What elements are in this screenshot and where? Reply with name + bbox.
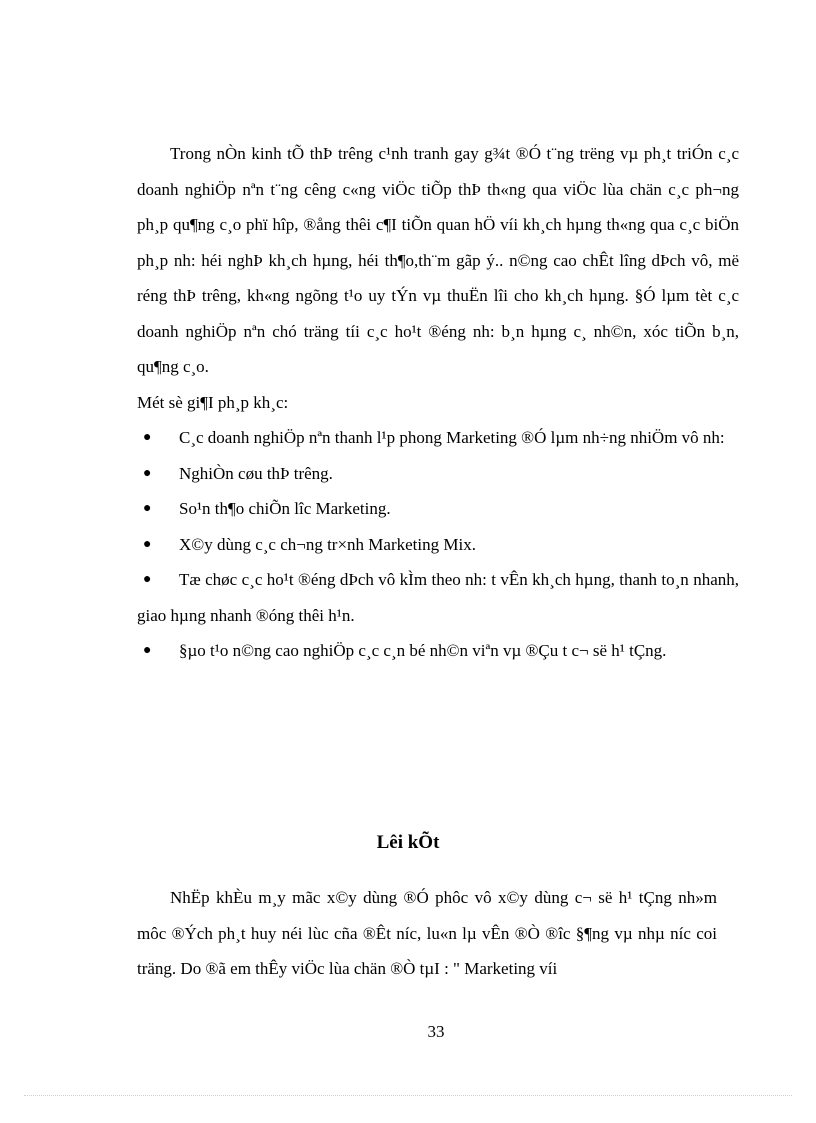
list-item xyxy=(137,456,739,492)
solutions-list xyxy=(137,420,739,669)
list-item-text: NghiÒn cøu thÞ trêng. xyxy=(179,463,333,483)
list-item-text: C¸c doanh nghiÖp nªn thanh l¹p phong Marketing ®Ó lµm nh÷ng nhiÖm vô nh: xyxy=(179,428,725,447)
body-text xyxy=(137,136,739,669)
conclusion-title: Lêi kÕt xyxy=(376,832,440,853)
list-item-text: X©y dùng c¸c ch¬ng tr×nh Marketing Mix. xyxy=(179,534,476,554)
list-item-text: So¹n th¶o chiÕn lîc Marketing. xyxy=(179,499,391,518)
bullet-icon: ● xyxy=(143,536,152,552)
list-item xyxy=(137,491,739,527)
paragraph-main: Trong nÒn kinh tÕ thÞ trêng c¹nh tranh gay g¾t ®Ó t¨ng trëng vµ ph¸t triÓn c¸c doanh nghiÖp nªn t¨ng cêng c«ng viÖc tiÕp thÞ th«ng qua viÖc lùa chän c¸c ph¬ng ph¸p qu¶ng c¸o phï hîp, ®ång thêi c¶I tiÕn quan hÖ víi kh¸ch hµng th«ng qua c¸c biÖn ph¸p nh: héi nghÞ kh¸ch hµng, héi th¶o,th¨m gãp ý.. n©ng cao chÊt lîng dÞch vô, më réng thÞ trêng, kh«ng ngõng t¹o uy tÝn vµ thuËn lîi cho kh¸ch hµng. §Ó lµm tèt c¸c doanh nghiÖp nªn chó träng tíi c¸c ho¹t ®éng nh: b¸n hµng c¸ nh©n, xóc tiÕn b¸n, qu¶ng c¸o. xyxy=(137,144,739,376)
list-item-text: §µo t¹o n©ng cao nghiÖp c¸c c¸n bé nh©n viªn vµ ®Çu t c¬ së h¹ tÇng. xyxy=(179,641,667,660)
bullet-icon: ● xyxy=(143,643,152,658)
bullet-icon: ● xyxy=(143,430,152,445)
list-item xyxy=(137,562,739,633)
bullet-icon: ● xyxy=(143,572,152,587)
conclusion-paragraph: NhËp khÈu m¸y mãc x©y dùng ®Ó phôc vô x©y dùng c¬ së h¹ tÇng nh»m môc ®Ých ph¸t huy néi lùc cña ®Êt níc, lu«n lµ vÊn ®Ò ®îc §¶ng vµ nhµ níc coi träng. Do ®ã em thÊy viÖc lùa chän ®Ò tµI : " Marketing víi xyxy=(137,888,717,978)
bullet-icon: ● xyxy=(143,501,152,516)
list-item xyxy=(137,527,739,563)
page-bottom-divider xyxy=(24,1095,792,1096)
paragraph-other-solutions: Mét sè gi¶I ph¸p kh¸c: xyxy=(137,392,289,412)
page-number: 33 xyxy=(427,1022,445,1041)
bullet-icon: ● xyxy=(143,465,152,481)
list-item xyxy=(137,420,739,456)
list-item-text: Tæ chøc c¸c ho¹t ®éng dÞch vô kÌm theo nh: t vÊn kh¸ch hµng, thanh to¸n nhanh, giao hµng nhanh ®óng thêi h¹n. xyxy=(137,570,739,625)
list-item xyxy=(137,633,739,669)
